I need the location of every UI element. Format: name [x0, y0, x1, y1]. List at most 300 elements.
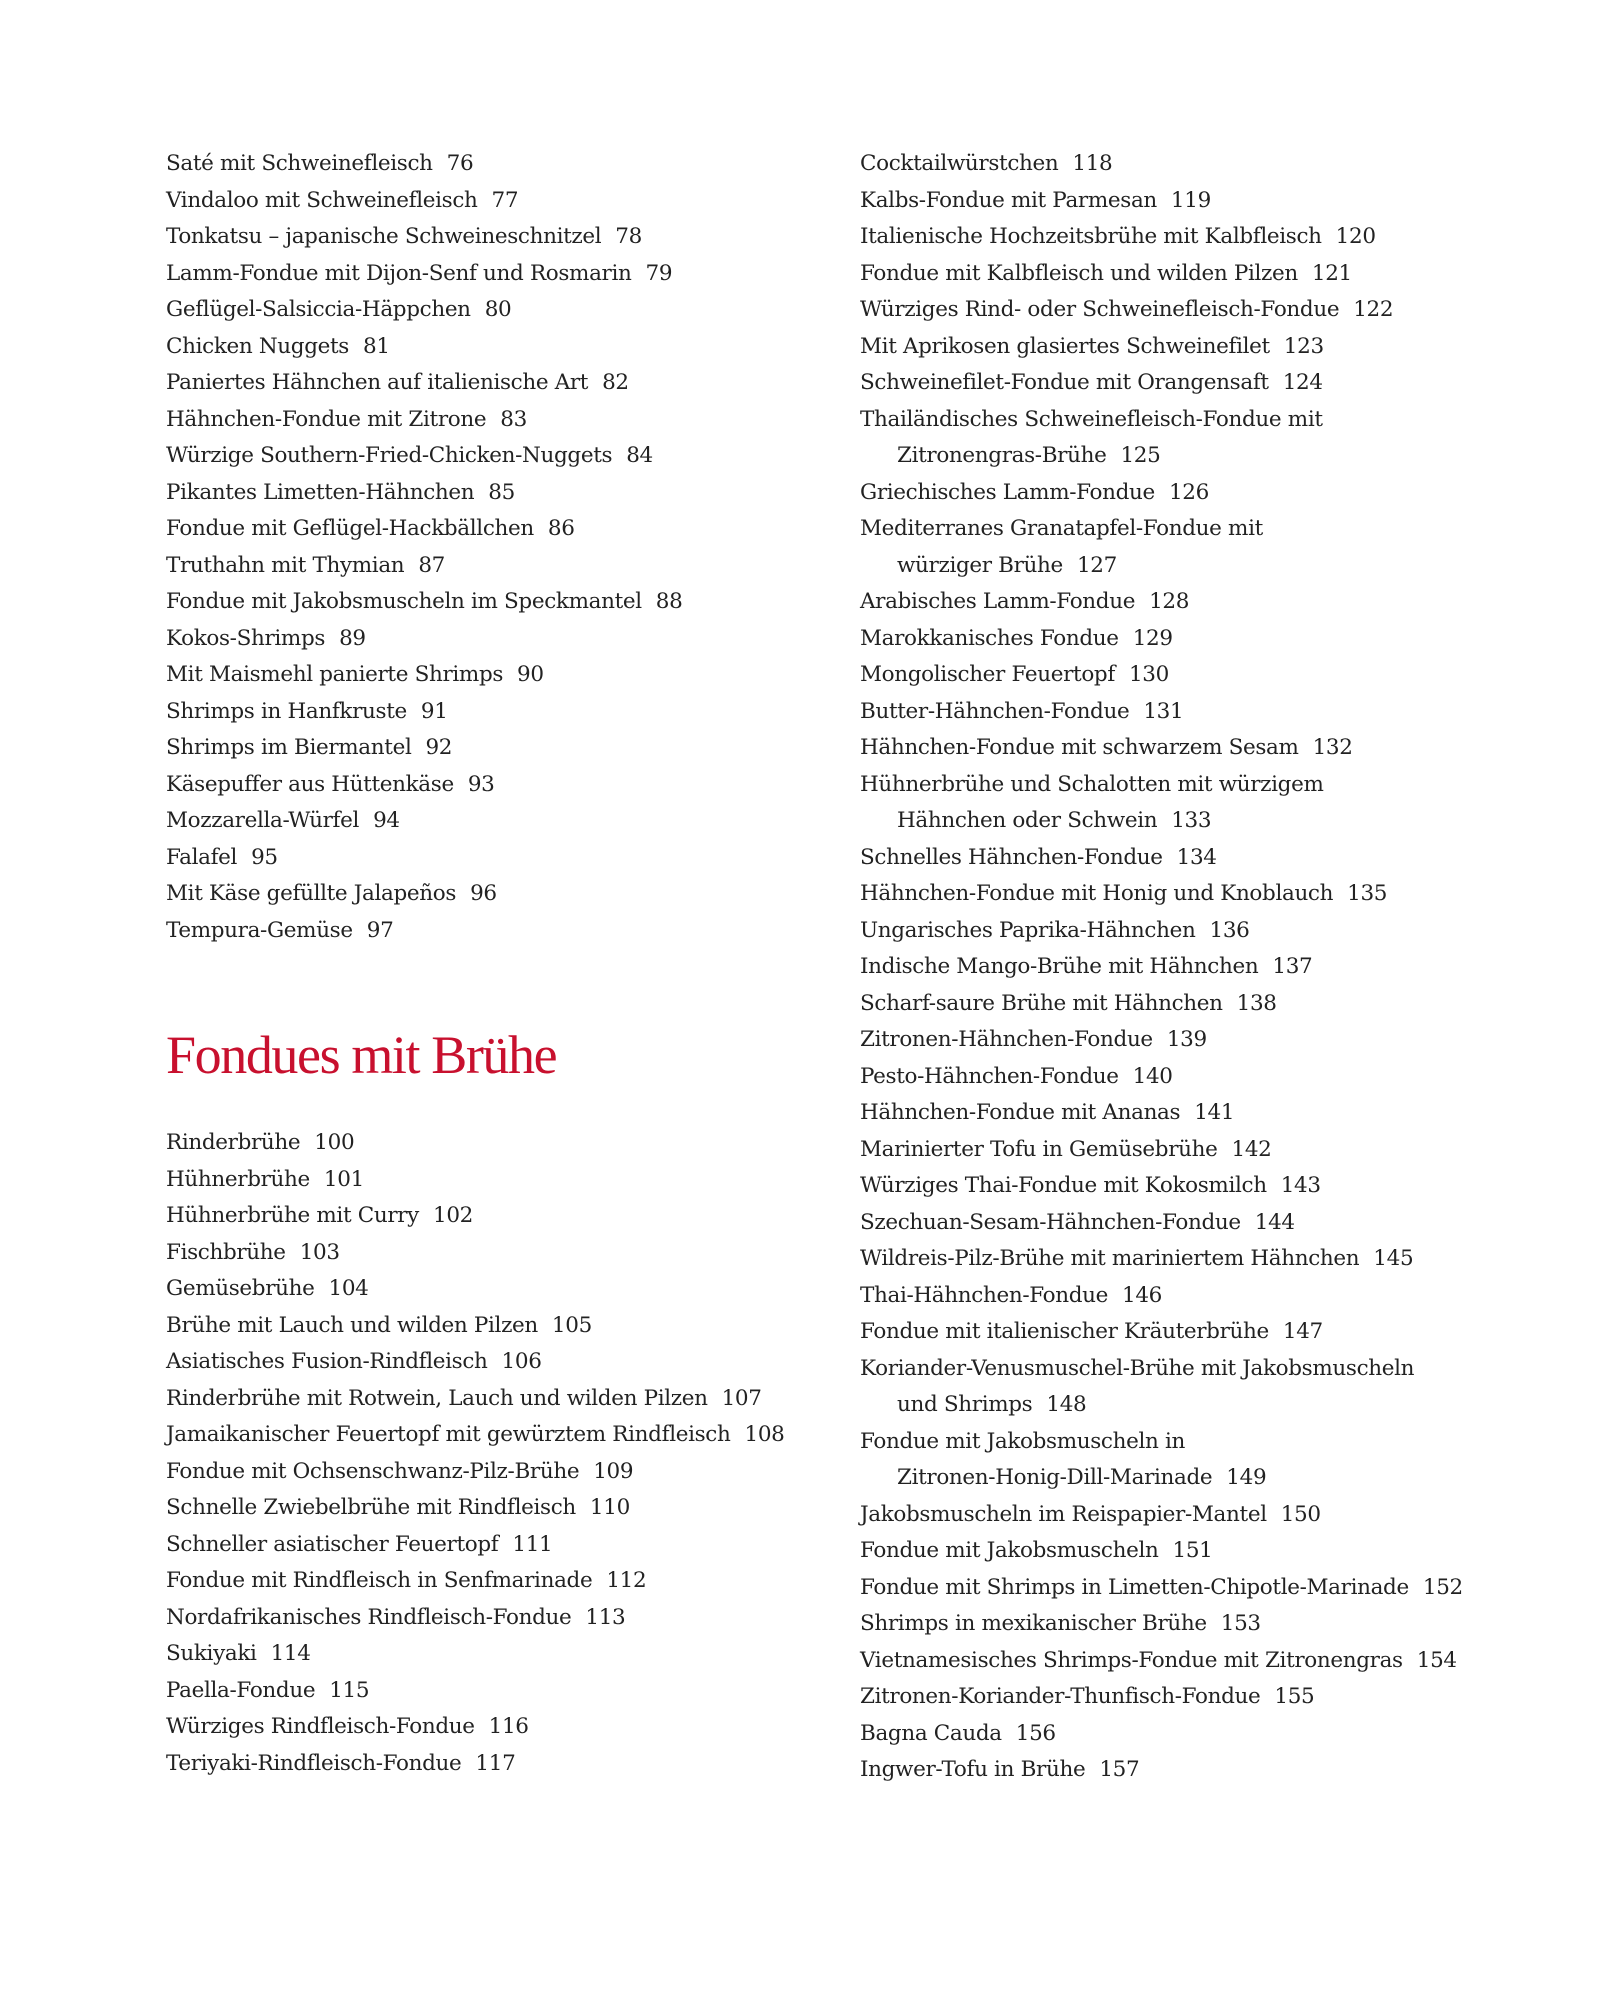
toc-entry — [166, 256, 816, 293]
toc-entry-page-number: 97 — [366, 917, 394, 943]
toc-entry-title: Mongolischer Feuertopf — [860, 662, 1115, 687]
toc-entry-title: Nordafrikanisches Rindfleisch-Fondue — [166, 1604, 572, 1630]
toc-entry-title: Ingwer-Tofu in Brühe — [860, 1757, 1086, 1782]
toc-entry-page-number: 127 — [1076, 552, 1117, 578]
toc-entry-line — [860, 146, 1560, 183]
toc-entry — [166, 1271, 816, 1308]
toc-entry-line — [166, 803, 816, 840]
toc-entry-page-number: 77 — [491, 187, 519, 213]
toc-entry-page-number: 142 — [1231, 1136, 1272, 1162]
toc-entry-page-number: 94 — [373, 808, 400, 833]
toc-entry — [860, 146, 1560, 183]
toc-entry-line — [860, 1278, 1560, 1315]
toc-entry-line — [860, 1351, 1560, 1388]
toc-entry-title: Teriyaki-Rindfleisch-Fondue — [166, 1750, 462, 1776]
toc-entry-title: Hähnchen-Fondue mit schwarzem Sesam — [860, 735, 1299, 760]
toc-entry-title: Thailändisches Schweinefleisch-Fondue mit — [860, 406, 1323, 432]
toc-entry-line — [166, 1454, 816, 1491]
toc-entry-line — [166, 1198, 816, 1235]
toc-entry-title: Zitronen-Hähnchen-Fondue — [860, 1027, 1153, 1052]
toc-entry — [860, 657, 1560, 694]
toc-entry — [166, 1454, 816, 1491]
toc-entry-line — [166, 730, 816, 767]
toc-entry — [166, 1381, 816, 1418]
toc-entry-line — [860, 256, 1560, 293]
toc-entry-title: Würzige Southern-Fried-Chicken-Nuggets — [166, 443, 613, 468]
toc-entry-title: Zitronen-Honig-Dill-Marinade — [897, 1465, 1213, 1490]
toc-entry-title: Asiatisches Fusion-Rindfleisch — [166, 1349, 488, 1374]
toc-entry-title: Mit Aprikosen glasiertes Schweinefilet — [860, 333, 1270, 359]
toc-entry-page-number: 145 — [1373, 1246, 1414, 1271]
toc-entry-title: Würziges Rind- oder Schweinefleisch-Fondue — [860, 297, 1340, 322]
toc-entry-line — [166, 475, 816, 512]
toc-entry-line — [860, 511, 1560, 548]
toc-entry-title: Jamaikanischer Feuertopf mit gewürztem Rindfleisch — [166, 1422, 731, 1447]
toc-entry-line — [166, 146, 816, 183]
toc-entry-line — [860, 1314, 1560, 1351]
toc-entry-page-number: 79 — [645, 260, 673, 286]
toc-entry — [166, 621, 816, 658]
toc-entry — [860, 949, 1560, 986]
toc-entry-title: und Shrimps — [897, 1392, 1033, 1417]
toc-entry-line — [860, 1205, 1560, 1242]
toc-entry-line — [860, 1716, 1560, 1753]
toc-entry-line — [166, 329, 816, 366]
toc-entry-title: Zitronengras-Brühe — [897, 443, 1107, 468]
toc-entry-title: Bagna Cauda — [860, 1720, 1002, 1746]
toc-entry-title: Schnelles Hähnchen-Fondue — [860, 844, 1163, 870]
toc-entry-page-number: 92 — [425, 735, 453, 760]
toc-entry-line — [166, 1636, 816, 1673]
toc-entry — [860, 1132, 1560, 1169]
toc-entry-title: Fondue mit Kalbfleisch und wilden Pilzen — [860, 260, 1298, 286]
toc-entry-title: Schnelle Zwiebelbrühe mit Rindfleisch — [166, 1495, 576, 1520]
toc-entry-line — [166, 767, 816, 804]
toc-entry — [166, 1490, 816, 1527]
toc-entry-page-number: 128 — [1149, 589, 1190, 614]
toc-entry — [166, 146, 816, 183]
toc-entry-page-number: 111 — [512, 1531, 553, 1557]
toc-entry-title: Käsepuffer aus Hüttenkäse — [166, 771, 454, 797]
toc-entry-title: Cocktailwürstchen — [860, 151, 1059, 176]
toc-entry — [166, 329, 816, 366]
toc-entry-page-number: 107 — [721, 1385, 762, 1411]
toc-entry — [860, 1241, 1560, 1278]
toc-entry-title: Schweinefilet-Fondue mit Orangensaft — [860, 370, 1269, 395]
toc-entry — [860, 621, 1560, 658]
toc-entry — [166, 730, 816, 767]
toc-entry-title: Mozzarella-Würfel — [166, 808, 360, 833]
toc-entry-title: Rinderbrühe — [166, 1130, 301, 1155]
toc-entry — [166, 438, 816, 475]
toc-entry — [860, 256, 1560, 293]
toc-entry-title: Brühe mit Lauch und wilden Pilzen — [166, 1312, 538, 1338]
toc-entry-line — [166, 1417, 816, 1454]
toc-entry-line — [166, 1162, 816, 1199]
toc-entry-page-number: 88 — [655, 589, 683, 614]
toc-entry — [166, 1636, 816, 1673]
toc-entry — [166, 1162, 816, 1199]
toc-entry-page-number: 100 — [314, 1130, 355, 1155]
toc-entry-line — [860, 1752, 1560, 1789]
toc-entry-page-number: 146 — [1122, 1282, 1162, 1308]
toc-entry — [166, 1198, 816, 1235]
toc-entry-page-number: 156 — [1015, 1720, 1056, 1746]
toc-entry-line — [860, 584, 1560, 621]
toc-entry — [860, 1424, 1560, 1497]
toc-entry-title: Paniertes Hähnchen auf italienische Art — [166, 370, 589, 395]
toc-entry-page-number: 89 — [339, 625, 366, 651]
toc-entry-page-number: 151 — [1172, 1538, 1213, 1563]
toc-entry — [860, 1679, 1560, 1716]
toc-entry — [166, 1344, 816, 1381]
toc-entry — [860, 183, 1560, 220]
toc-entry-title: Tonkatsu – japanische Schweineschnitzel — [166, 224, 602, 249]
toc-entry-title: Fischbrühe — [166, 1239, 286, 1265]
toc-entry-title: Scharf-saure Brühe mit Hähnchen — [860, 990, 1223, 1016]
toc-entry — [166, 292, 816, 329]
toc-entry — [860, 1351, 1560, 1424]
toc-entry — [166, 913, 816, 950]
toc-entry — [166, 1527, 816, 1564]
toc-entry-page-number: 139 — [1166, 1027, 1207, 1052]
toc-entry — [860, 840, 1560, 877]
toc-entry-line — [860, 292, 1560, 329]
toc-entry-page-number: 157 — [1099, 1757, 1140, 1782]
toc-entry-line — [166, 1490, 816, 1527]
toc-entry-page-number: 154 — [1416, 1647, 1457, 1673]
toc-entry-title: Italienische Hochzeitsbrühe mit Kalbfleisch — [860, 224, 1322, 249]
toc-entry-title: Shrimps in Hanfkruste — [166, 698, 407, 724]
toc-entry-title: Hähnchen-Fondue mit Ananas — [860, 1100, 1181, 1125]
toc-entry-page-number: 144 — [1254, 1209, 1295, 1235]
toc-entry — [860, 475, 1560, 512]
toc-entry — [166, 1308, 816, 1345]
toc-entry-page-number: 84 — [626, 443, 653, 468]
toc-entry-line — [166, 183, 816, 220]
toc-list-right — [860, 146, 1560, 1789]
toc-entry-page-number: 112 — [606, 1568, 647, 1593]
toc-entry-line — [166, 621, 816, 658]
toc-entry-line — [860, 840, 1560, 877]
toc-entry — [860, 402, 1560, 475]
toc-entry-line — [860, 1095, 1560, 1132]
toc-entry-line — [860, 475, 1560, 512]
toc-left-column — [166, 146, 816, 949]
toc-entry-line — [166, 1563, 816, 1600]
toc-entry-title: Koriander-Venusmuschel-Brühe mit Jakobsmuscheln — [860, 1355, 1415, 1381]
toc-entry-title: Fondue mit Jakobsmuscheln in — [860, 1428, 1186, 1454]
toc-entry-page-number: 86 — [547, 516, 575, 541]
toc-entry-page-number: 136 — [1209, 917, 1250, 943]
toc-entry-page-number: 90 — [517, 662, 544, 687]
toc-entry — [860, 1606, 1560, 1643]
toc-entry-title: Chicken Nuggets — [166, 333, 349, 359]
toc-entry — [860, 1533, 1560, 1570]
toc-entry-line — [166, 1527, 816, 1564]
toc-entry-line — [860, 1059, 1560, 1096]
toc-entry — [860, 913, 1560, 950]
toc-entry — [860, 1716, 1560, 1753]
toc-entry-title: Fondue mit Rindfleisch in Senfmarinade — [166, 1568, 593, 1593]
toc-entry-title: Paella-Fondue — [166, 1677, 316, 1703]
toc-entry-title: Thai-Hähnchen-Fondue — [860, 1282, 1108, 1308]
toc-entry — [860, 1752, 1560, 1789]
toc-entry — [166, 876, 816, 913]
toc-entry-title: Fondue mit Jakobsmuscheln im Speckmantel — [166, 589, 642, 614]
toc-entry-page-number: 141 — [1194, 1100, 1235, 1125]
toc-entry-line — [166, 657, 816, 694]
toc-entry-title: Indische Mango-Brühe mit Hähnchen — [860, 954, 1259, 979]
toc-entry-line — [166, 840, 816, 877]
toc-entry-line — [860, 1460, 1560, 1497]
toc-entry-page-number: 135 — [1347, 881, 1388, 906]
toc-entry-title: Mit Maismehl panierte Shrimps — [166, 662, 504, 687]
toc-entry — [860, 1314, 1560, 1351]
toc-entry — [166, 1125, 816, 1162]
toc-entry-title: Würziges Rindfleisch-Fondue — [166, 1714, 475, 1739]
toc-entry-page-number: 95 — [251, 844, 278, 870]
toc-entry-title: Marokkanisches Fondue — [860, 625, 1119, 651]
toc-entry — [166, 219, 816, 256]
toc-entry — [166, 402, 816, 439]
toc-entry-line — [860, 767, 1560, 804]
toc-entry-line — [860, 1533, 1560, 1570]
toc-entry-line — [166, 876, 816, 913]
toc-entry-title: Mediterranes Granatapfel-Fondue mit — [860, 516, 1263, 541]
toc-entry-page-number: 133 — [1171, 808, 1212, 833]
toc-entry-title: Gemüsebrühe — [166, 1276, 315, 1301]
toc-entry — [166, 511, 816, 548]
toc-entry — [860, 584, 1560, 621]
toc-entry-line — [860, 1387, 1560, 1424]
toc-entry — [860, 876, 1560, 913]
toc-entry-line — [860, 219, 1560, 256]
toc-entry — [166, 1600, 816, 1637]
toc-entry-page-number: 103 — [299, 1239, 340, 1265]
toc-entry-line — [166, 219, 816, 256]
toc-entry-title: Lamm-Fondue mit Dijon-Senf und Rosmarin — [166, 260, 632, 286]
toc-entry — [166, 657, 816, 694]
toc-entry-line — [860, 1606, 1560, 1643]
toc-entry — [860, 1022, 1560, 1059]
toc-entry-line — [166, 1344, 816, 1381]
toc-entry-line — [166, 511, 816, 548]
toc-entry — [860, 1095, 1560, 1132]
toc-right-column — [860, 146, 1560, 1789]
toc-entry-title: Ungarisches Paprika-Hähnchen — [860, 917, 1196, 943]
toc-entry-title: Fondue mit italienischer Kräuterbrühe — [860, 1319, 1269, 1344]
toc-entry-page-number: 123 — [1283, 333, 1324, 359]
toc-entry-page-number: 102 — [432, 1203, 473, 1228]
toc-entry-page-number: 118 — [1072, 151, 1113, 176]
toc-entry-line — [860, 548, 1560, 585]
toc-entry-line — [860, 183, 1560, 220]
toc-entry-line — [860, 1022, 1560, 1059]
toc-entry-page-number: 110 — [589, 1495, 630, 1520]
toc-entry — [860, 1059, 1560, 1096]
toc-entry-title: Falafel — [166, 844, 238, 870]
toc-entry-title: Mit Käse gefüllte Jalapeños — [166, 881, 457, 906]
toc-entry-page-number: 122 — [1353, 297, 1394, 322]
toc-entry-title: Pesto-Hähnchen-Fondue — [860, 1063, 1119, 1089]
toc-entry-title: Arabisches Lamm-Fondue — [860, 589, 1136, 614]
toc-entry-line — [860, 621, 1560, 658]
toc-entry-page-number: 113 — [585, 1604, 626, 1630]
toc-entry-page-number: 129 — [1132, 625, 1173, 651]
toc-entry-title: Butter-Hähnchen-Fondue — [860, 698, 1130, 724]
toc-entry-page-number: 83 — [500, 406, 527, 432]
toc-entry-line — [860, 1241, 1560, 1278]
toc-entry-page-number: 85 — [488, 479, 515, 505]
toc-entry-line — [166, 438, 816, 475]
toc-entry-line — [166, 1271, 816, 1308]
toc-entry — [860, 1205, 1560, 1242]
toc-entry-title: Vindaloo mit Schweinefleisch — [166, 187, 478, 213]
toc-entry-page-number: 126 — [1168, 479, 1209, 505]
toc-entry-page-number: 78 — [615, 224, 642, 249]
toc-entry-page-number: 140 — [1132, 1063, 1173, 1089]
toc-entry-title: Griechisches Lamm-Fondue — [860, 479, 1155, 505]
toc-entry-line — [166, 365, 816, 402]
toc-entry-title: Kokos-Shrimps — [166, 625, 326, 651]
toc-entry-page-number: 150 — [1280, 1501, 1321, 1527]
toc-entry-page-number: 106 — [501, 1349, 542, 1374]
toc-entry-page-number: 96 — [470, 881, 497, 906]
toc-entry-page-number: 153 — [1220, 1611, 1261, 1636]
toc-entry-page-number: 93 — [467, 771, 495, 797]
toc-entry-title: Saté mit Schweinefleisch — [166, 151, 433, 176]
toc-entry — [166, 1417, 816, 1454]
toc-entry — [166, 1563, 816, 1600]
toc-entry-page-number: 155 — [1274, 1684, 1315, 1709]
toc-entry-page-number: 119 — [1170, 187, 1211, 213]
toc-entry — [860, 1278, 1560, 1315]
toc-entry-title: Tempura-Gemüse — [166, 917, 353, 943]
toc-entry — [860, 511, 1560, 584]
toc-entry-page-number: 76 — [446, 151, 474, 176]
toc-entry-title: Würziges Thai-Fondue mit Kokosmilch — [860, 1173, 1267, 1198]
toc-entry-page-number: 115 — [329, 1677, 370, 1703]
toc-entry-line — [166, 1125, 816, 1162]
toc-entry-line — [860, 876, 1560, 913]
toc-entry-page-number: 143 — [1280, 1173, 1321, 1198]
toc-list-broth — [166, 1125, 816, 1782]
toc-entry-title: Truthahn mit Thymian — [166, 552, 405, 578]
toc-entry-page-number: 138 — [1236, 990, 1277, 1016]
toc-entry-page-number: 121 — [1311, 260, 1352, 286]
toc-entry-page-number: 114 — [270, 1641, 311, 1666]
toc-entry-line — [860, 1168, 1560, 1205]
toc-entry — [860, 329, 1560, 366]
toc-entry-page-number: 124 — [1282, 370, 1323, 395]
toc-entry-title: Fondue mit Jakobsmuscheln — [860, 1538, 1159, 1563]
toc-entry-title: würziger Brühe — [897, 552, 1063, 578]
toc-entry — [166, 1709, 816, 1746]
toc-entry-page-number: 134 — [1176, 844, 1217, 870]
toc-entry — [860, 1570, 1560, 1607]
toc-entry-title: Hähnchen-Fondue mit Zitrone — [166, 406, 487, 432]
toc-entry-title: Hühnerbrühe — [166, 1166, 310, 1192]
toc-entry-page-number: 116 — [488, 1714, 529, 1739]
toc-entry-line — [166, 694, 816, 731]
toc-entry — [860, 986, 1560, 1023]
toc-entry-title: Hühnerbrühe mit Curry — [166, 1203, 419, 1228]
toc-entry-page-number: 87 — [418, 552, 445, 578]
toc-entry — [166, 548, 816, 585]
toc-entry-title: Vietnamesisches Shrimps-Fondue mit Zitronengras — [860, 1647, 1403, 1673]
toc-entry-line — [860, 402, 1560, 439]
toc-entry-title: Marinierter Tofu in Gemüsebrühe — [860, 1136, 1218, 1162]
toc-entry-page-number: 117 — [475, 1750, 516, 1776]
toc-entry-line — [860, 365, 1560, 402]
toc-entry-page-number: 137 — [1272, 954, 1313, 979]
toc-entry-line — [860, 1424, 1560, 1461]
toc-entry — [166, 1673, 816, 1710]
toc-entry — [166, 183, 816, 220]
toc-entry-title: Zitronen-Koriander-Thunfisch-Fondue — [860, 1684, 1261, 1709]
toc-entry-line — [166, 913, 816, 950]
toc-entry-page-number: 130 — [1128, 662, 1169, 687]
toc-entry-line — [166, 584, 816, 621]
toc-entry — [860, 365, 1560, 402]
toc-entry-title: Geflügel-Salsiccia-Häppchen — [166, 297, 471, 322]
toc-entry-line — [860, 329, 1560, 366]
toc-entry-page-number: 131 — [1143, 698, 1184, 724]
toc-entry-title: Fondue mit Shrimps in Limetten-Chipotle-Marinade — [860, 1574, 1409, 1600]
toc-entry-line — [860, 1570, 1560, 1607]
toc-entry-page-number: 80 — [484, 297, 512, 322]
toc-entry-title: Schneller asiatischer Feuertopf — [166, 1531, 499, 1557]
toc-entry — [166, 803, 816, 840]
toc-entry — [860, 219, 1560, 256]
toc-entry-line — [860, 949, 1560, 986]
toc-entry — [860, 1168, 1560, 1205]
toc-entry-page-number: 120 — [1335, 224, 1376, 249]
toc-entry — [166, 694, 816, 731]
toc-entry-line — [166, 256, 816, 293]
toc-entry-page-number: 91 — [420, 698, 448, 724]
toc-entry-line — [860, 438, 1560, 475]
toc-entry-title: Szechuan-Sesam-Hähnchen-Fondue — [860, 1209, 1241, 1235]
toc-entry-line — [166, 1746, 816, 1783]
toc-entry — [166, 1746, 816, 1783]
toc-entry-line — [166, 548, 816, 585]
toc-entry-page-number: 101 — [323, 1166, 364, 1192]
toc-entry-title: Wildreis-Pilz-Brühe mit mariniertem Hähnchen — [860, 1246, 1360, 1271]
toc-entry — [860, 292, 1560, 329]
section-heading-broth: Fondues mit Brühe — [166, 1025, 557, 1085]
toc-entry-page-number: 148 — [1046, 1392, 1087, 1417]
toc-entry-title: Sukiyaki — [166, 1641, 257, 1666]
toc-entry-line — [860, 730, 1560, 767]
toc-entry — [860, 730, 1560, 767]
toc-entry — [860, 767, 1560, 840]
toc-entry — [166, 767, 816, 804]
toc-entry-page-number: 108 — [744, 1422, 785, 1447]
toc-entry-line — [860, 1643, 1560, 1680]
toc-entry-title: Hähnchen oder Schwein — [897, 808, 1158, 833]
toc-entry-line — [860, 657, 1560, 694]
toc-entry-title: Hühnerbrühe und Schalotten mit würzigem — [860, 771, 1324, 797]
toc-entry-page-number: 81 — [362, 333, 390, 359]
toc-entry-page-number: 147 — [1282, 1319, 1323, 1344]
toc-entry-page-number: 125 — [1120, 443, 1161, 468]
toc-entry-title: Shrimps im Biermantel — [166, 735, 412, 760]
toc-entry-line — [166, 292, 816, 329]
toc-entry-page-number: 149 — [1226, 1465, 1267, 1490]
toc-entry-page-number: 152 — [1422, 1574, 1463, 1600]
